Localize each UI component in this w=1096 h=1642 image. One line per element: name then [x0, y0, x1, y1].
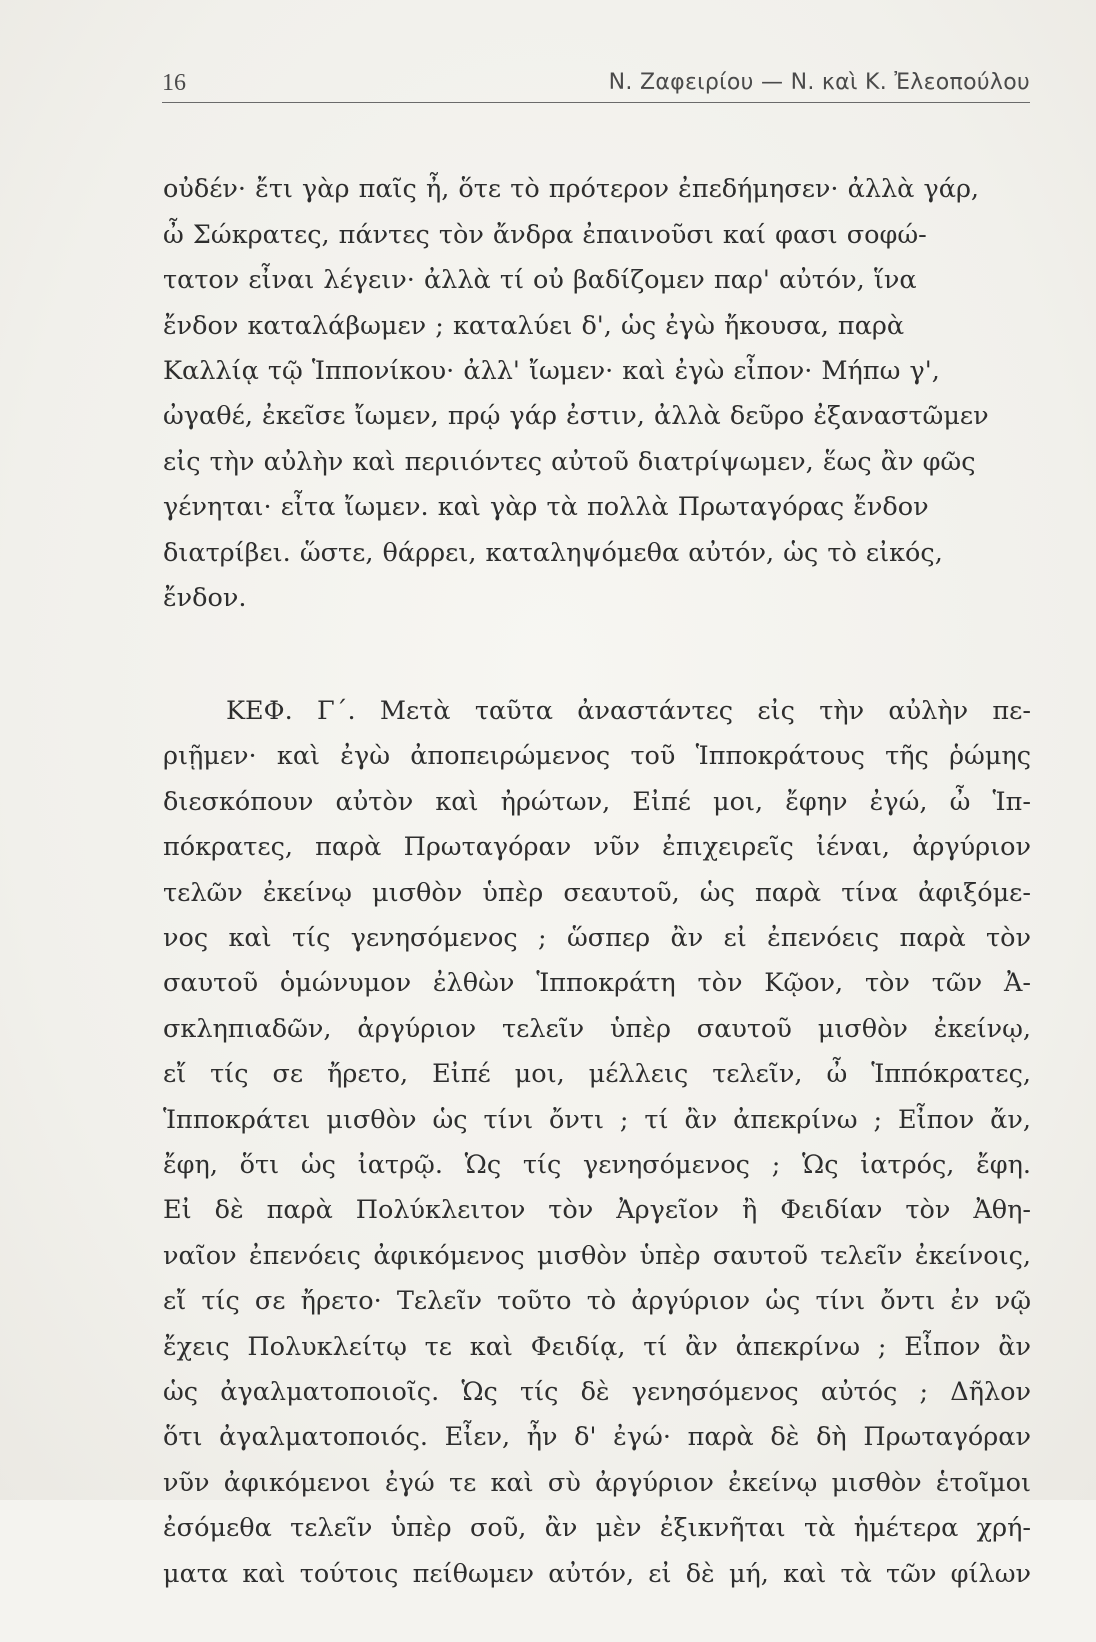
running-header: [162, 66, 1030, 103]
paragraph-1: οὐδέν· ἔτι γὰρ παῖς ἦ, ὅτε τὸ πρότερον ἐπεδήμησεν· ἀλλὰ γάρ, ὦ Σώκρατες, πάντες τὸν ἄνδρα ἐπαινοῦσι καί φασι σοφώ- τατον εἶναι λέγειν· ἀλλὰ τί οὐ βαδίζομεν παρ' αὐτόν, ἵνα ἔνδον καταλάβωμεν ; καταλύει δ', ὡς ἐγὼ ἤκουσα, παρὰ Καλλίᾳ τῷ Ἱππονίκου· ἀλλ' ἴωμεν· καὶ ἐγὼ εἶπον· Μήπω γ', ὠγαθέ, ἐκεῖσε ἴωμεν, πρῴ γάρ ἐστιν, ἀλλὰ δεῦρο ἐξαναστῶμεν εἰς τὴν αὐλὴν καὶ περιιόντες αὐτοῦ διατρίψωμεν, ἕως ἂν φῶς γένηται· εἶτα ἴωμεν. καὶ γὰρ τὰ πολλὰ Πρωταγόρας ἔνδον διατρίβει. ὥστε, θάρρει, καταληψόμεθα αὐτόν, ὡς τὸ εἰκός, ἔνδον.: [163, 174, 989, 614]
body-text: [163, 122, 1031, 1642]
paragraph-2-chapter-3: ΚΕΦ. Γ΄. Μετὰ ταῦτα ἀναστάντες εἰς τὴν αὐλὴν πε- ριῇμεν· καὶ ἐγὼ ἀποπειρώμενος τοῦ Ἱπποκράτους τῆς ῥώμης διεσκόπουν αὐτὸν καὶ ἠρώτων, Εἰπέ μοι, ἔφην ἐγώ, ὦ Ἱπ- πόκρατες, παρὰ Πρωταγόραν νῦν ἐπιχειρεῖς ἰέναι, ἀργύριον τελῶν ἐκείνῳ μισθὸν ὑπὲρ σεαυτοῦ, ὡς παρὰ τίνα ἀφιξόμε- νος καὶ τίς γενησόμενος ; ὥσπερ ἂν εἰ ἐπενόεις παρὰ τὸν σαυτοῦ ὁμώνυμον ἐλθὼν Ἱπποκράτη τὸν Κῷον, τὸν τῶν Ἀ- σκληπιαδῶν, ἀργύριον τελεῖν ὑπὲρ σαυτοῦ μισθὸν ἐκείνῳ, εἴ τίς σε ἤρετο, Εἰπέ μοι, μέλλεις τελεῖν, ὦ Ἱππόκρατες, Ἱπποκράτει μισθὸν ὡς τίνι ὄντι ; τί ἂν ἀπεκρίνω ; Εἶπον ἄν, ἔφη, ὅτι ὡς ἰατρῷ. Ὡς τίς γενησόμενος ; Ὡς ἰατρός, ἔφη. Εἰ δὲ παρὰ Πολύκλειτον τὸν Ἀργεῖον ἢ Φειδίαν τὸν Ἀθη- ναῖον ἐπενόεις ἀφικόμενος μισθὸν ὑπὲρ σαυτοῦ τελεῖν ἐκείνοις, εἴ τίς σε ἤρετο· Τελεῖν τοῦτο τὸ ἀργύριον ὡς τίνι ὄντι ἐν νῷ ἔχεις Πολυκλείτῳ τε καὶ Φειδίᾳ, τί ἂν ἀπεκρίνω ; Εἶπον ἂν ὡς ἀγαλματοποιοῖς. Ὡς τίς δὲ γενησόμενος αὐτός ; Δῆλον ὅτι ἀγαλματοποιός. Εἶεν, ἦν δ' ἐγώ· παρὰ δὲ δὴ Πρωταγόραν νῦν ἀφικόμενοι ἐγώ τε καὶ σὺ ἀργύριον ἐκείνῳ μισθὸν ἑτοῖμοι ἐσόμεθα τελεῖν ὑπὲρ σοῦ, ἂν μὲν ἐξικνῆται τὰ ἡμέτερα χρή- ματα καὶ τούτοις πείθωμεν αὐτόν, εἰ δὲ μή, καὶ τὰ τῶν φίλων: [163, 695, 1031, 1589]
header-authors: Ν. Ζαφειρίου — Ν. καὶ Κ. Ἐλεοπούλου: [608, 70, 1030, 95]
page-number: 16: [162, 70, 186, 96]
